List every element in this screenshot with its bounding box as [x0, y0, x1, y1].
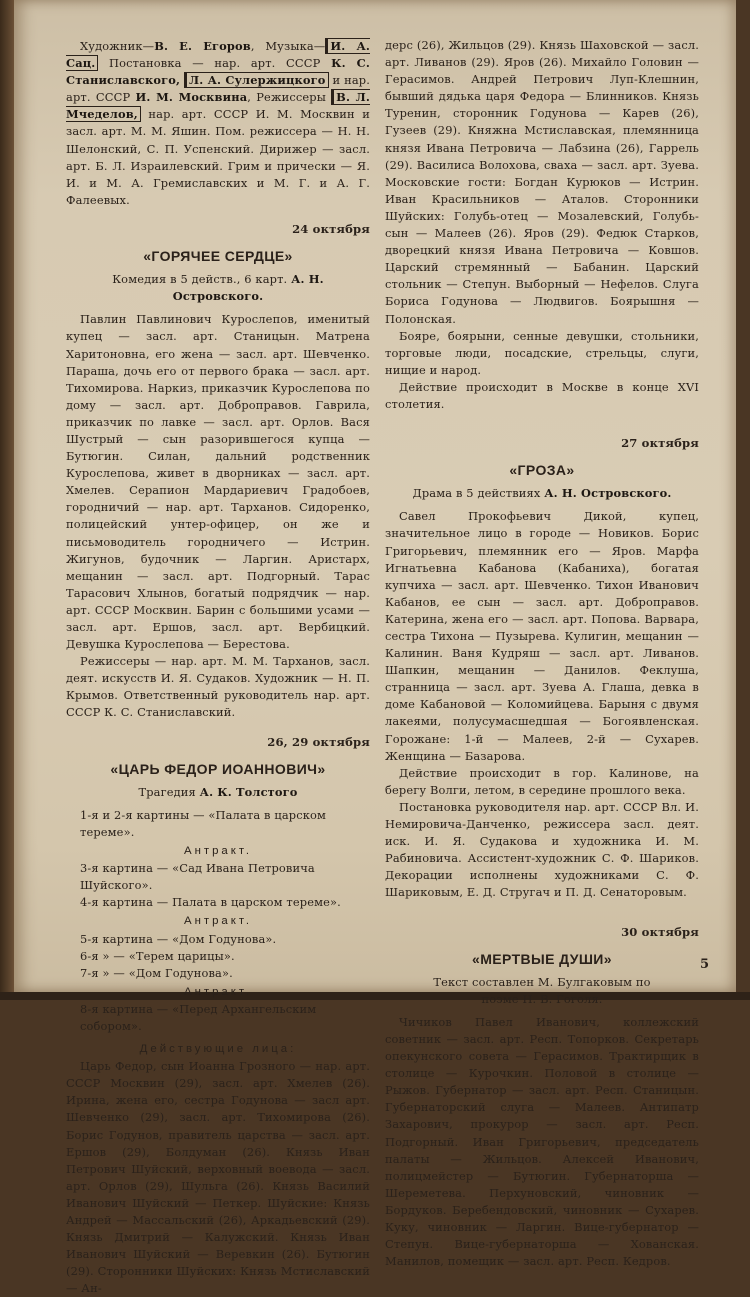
- composer-name: И. А. Сац.: [66, 39, 370, 71]
- play4-cast: Чичиков Павел Иванович, коллежский советник — засл. арт. Респ. Топорков. Секретарь опекунского совета — Герасимов. Трактирщик в столице — Курочкин. Половой в столице — Рыжов. Губернатор — засл. арт. Респ. Станицын. Губернаторский слуга — Малеев. Антипатр Захарович, прокурор — засл. арт. Респ. Подгорный. Иван Григорьевич, председатель палаты — Жильцов. Алексей Иванович, полицмейстер — Бутюгин. Губернаторша — Шереметева. Перхуновский, чиновник — Бордуков. Беребендовский, чиновник — Сухарев. Куку, чиновник — Ларгин. Вице-губернатор — Степун. Вице-губернаторша — Хованская. Манилов, помещик — засл. арт. Респ. Кедров.: [385, 1014, 699, 1269]
- play3-title: «ГРОЗА»: [509, 462, 575, 479]
- scene-item: 1-я и 2-я картины — «Палата в царском тереме».: [80, 807, 327, 839]
- play2-setting: Действие происходит в Москве в конце XVI столетия.: [385, 379, 699, 411]
- play2-date: 26, 29 октября: [267, 734, 370, 749]
- scene-item: 7-я » — «Дом Годунова».: [80, 965, 233, 980]
- play2-cast: Царь Федор, сын Иоанна Грозного — нар. арт. СССР Москвин (29), засл. арт. Хмелев (26). Ирина, жена его, сестра Годунова — засл арт. Шевченко (29), засл. арт. Тихомирова (26). Борис Годунов, правитель царства — засл. арт. Ершов (29), Болдуман (26). Князь Иван Петрович Шуйский, верховный воевода — засл. арт. Орлов (29), Шульга (26). Князь Василий Иванович Шуйский — Петкер. Шуйские: Князь Андрей — Массальский (26), Аркадьевский (29). Князь Дмитрий — Калужский. Князь Иван Иванович Шуйский — Веревкин (26). Бутюгин (29). Сторонники Шуйских: Князь Мстиславский — Ан-: [66, 1059, 370, 1296]
- play2-extras: Бояре, боярыни, сенные девушки, стольники, торговые люди, посадские, стрельцы, слуги, нищие и народ.: [385, 328, 699, 377]
- play1-title: «ГОРЯЧЕЕ СЕРДЦЕ»: [143, 248, 293, 265]
- play3-cast: Савел Прокофьевич Дикой, купец, значительное лицо в городе — Новиков. Борис Григорьевич, племянник его — Яров. Марфа Игнатьевна Кабанова (Кабаниха), богатая купчиха — засл. арт. Шевченко. Тихон Иванович Кабанов, ее сын — засл. арт. Доброправов. Катерина, жена его — засл. арт. Попова. Варвара, сестра Тихона — Пузырева. Кулигин, мещанин — Калинин. Ваня Кудряш — засл. арт. Ливанов. Шапкин, мещанин — Данилов. Феклуша, странница — засл. арт. Зуева А. Глаша, девка в доме Кабановой — Коломийцева. Барыня с двумя лакеями, полусумасшедшая — Богоявленская. Горожане: 1-й — Малеев, 2-й — Сухарев. Женщина — Базарова.: [385, 509, 699, 763]
- intermission-label: Антракт.: [183, 985, 252, 998]
- intermission-label: Антракт.: [183, 915, 252, 928]
- play1-cast: Павлин Павлинович Курослепов, именитый купец — засл. арт. Станицын. Матрена Харитоновна, его жена — засл. арт. Шевченко. Параша, дочь его от первого брака — засл. арт. Тихомирова. Наркиз, приказчик Курослепова по дому — засл. арт. Доброправов. Гаврила, приказчик по лавке — засл. арт. Орлов. Вася Шустрый — сын разорившегося купца — Бутюгин. Силан, дальний родственник Курослепова, живет в дворниках — засл. арт. Хмелев. Серапион Мардариевич Градобоев, городничий — нар. арт. Тарханов. Сидоренко, полицейский унтер-офицер, он же и письмоводитель городничего — Истрин. Жигунов, будочник — Ларгин. Аристарх, мещанин — засл. арт. Подгорный. Тарас Тарасович Хлынов, богатый подрядчик — нар. арт. СССР Москвин. Барин с большими усами — засл. арт. Ершов, засл. арт. Вербицкий. Девушка Курослепова — Берестова.: [66, 312, 370, 652]
- play2-genre: Трагедия: [138, 784, 200, 799]
- scene-item: 5-я картина — «Дом Годунова».: [80, 931, 277, 946]
- right-column: [385, 37, 699, 1270]
- intermission-label: Антракт.: [183, 845, 252, 858]
- scene-item: 8-я картина — «Перед Архангельским собором».: [80, 1001, 317, 1033]
- play4-title: «МЕРТВЫЕ ДУШИ»: [472, 950, 612, 967]
- play3-subtitle: [385, 485, 699, 502]
- stager-3: И. М. Москвина: [135, 90, 248, 105]
- credits-rest: нар. арт. СССР И. М. Москвин и засл. арт. М. М. Яшин. Пом. режиссера — Н. Н. Шелонский, С. П. Успенский. Дирижер — засл. арт. Б. Л. Израилевский. Грим и прически — Я. И. и М. А. Гремиславских и М. Г. и А. Г. Фалеевых.: [66, 107, 370, 207]
- stager-2: Л. А. Сулержицкого: [184, 72, 329, 88]
- cast-header: Действующие лица:: [139, 1043, 297, 1056]
- scene-item: 3-я картина — «Сад Ивана Петровича Шуйского».: [80, 861, 315, 893]
- staging-3-prefix: и нар. арт. СССР: [66, 73, 370, 105]
- scene-item: 4-я картина — Палата в царском тереме».: [80, 895, 341, 910]
- play2-author: А. К. Толстого: [199, 784, 298, 799]
- play1-genre: Комедия в 5 действ., 6 карт.: [112, 272, 292, 287]
- play2-title: «ЦАРЬ ФЕДОР ИОАННОВИЧ»: [110, 760, 326, 777]
- play3-setting: Действие происходит в гор. Калинове, на берегу Волги, летом, в середине прошлого века.: [385, 765, 699, 797]
- play4-date: 30 октября: [621, 924, 699, 939]
- artist-name: В. Е. Егоров: [154, 39, 251, 53]
- music-label: , Музыка—: [250, 39, 326, 53]
- play3-author: А. Н. Островского.: [544, 486, 672, 501]
- left-column: [66, 38, 370, 1297]
- play2-subtitle: [66, 784, 370, 801]
- play1-credits: Режиссеры — нар. арт. М. М. Тарханов, засл. деят. искусств И. Я. Судаков. Художник — Н. П. Крымов. Ответственный руководитель нар. арт. СССР К. С. Станиславский.: [66, 654, 370, 720]
- directors-label: , Режиссеры: [247, 90, 332, 105]
- staging-label: Постановка — нар. арт. СССР: [109, 56, 332, 71]
- play1-author: А. Н. Островского.: [172, 272, 324, 304]
- production-credits: [66, 38, 370, 209]
- stager-1: К. С. Станиславского,: [66, 56, 370, 88]
- play3-genre: Драма в 5 действиях: [412, 486, 545, 501]
- play4-subtitle: Текст составлен М. Булгаковым по поэме Н. В. Гоголя.: [433, 974, 651, 1006]
- play2-cast-continued: дерс (26), Жильцов (29). Князь Шаховской — засл. арт. Ливанов (29). Яров (26). Михайло Головин — Герасимов. Андрей Петрович Луп-Клешнин, бывший дядька царя Федора — Блинников. Князь Туренин, сторонник Годунова — Карев (26), Гузеев (29). Княжна Мстиславская, племянница князя Ивана Петровича — Лабзина (26), Гаррель (29). Василиса Волохова, сваха — засл. арт. Зуева. Московские гости: Богдан Курюков — Истрин. Иван Красильников — Аталов. Сторонники Шуйских: Голубь-отец — Мозалевский, Голубь-сын — Малеев (26). Яров (29). Федюк Старков, дворецкий князя Ивана Петровича — Ковшов. Царский стремянный — Бабанин. Царский стольник — Степун. Выборный — Нефелов. Слуга Бориса Годунова — Людвигов. Боярышня — Полонская.: [385, 38, 699, 326]
- play3-credits: Постановка руководителя нар. арт. СССР Вл. И. Немировича-Данченко, режиссера засл. деят. иск. И. Я. Судакова и художника И. М. Рабиновича. Ассистент-художник С. Ф. Шариков. Декорации исполнены художниками С. Ф. Шариковым, Е. Д. Стругач и П. Д. Сенаторовым.: [385, 799, 699, 900]
- book-spine-edge: [0, 0, 14, 1000]
- play3-date: 27 октября: [621, 436, 699, 451]
- director-1: В. Л. Мчеделов,: [66, 90, 370, 122]
- play1-subtitle: [66, 271, 370, 305]
- play1-date: 24 октября: [292, 221, 370, 236]
- page-number: 5: [700, 957, 710, 972]
- scene-item: 6-я » — «Терем царицы».: [80, 948, 235, 963]
- artist-label: Художник—: [80, 39, 155, 53]
